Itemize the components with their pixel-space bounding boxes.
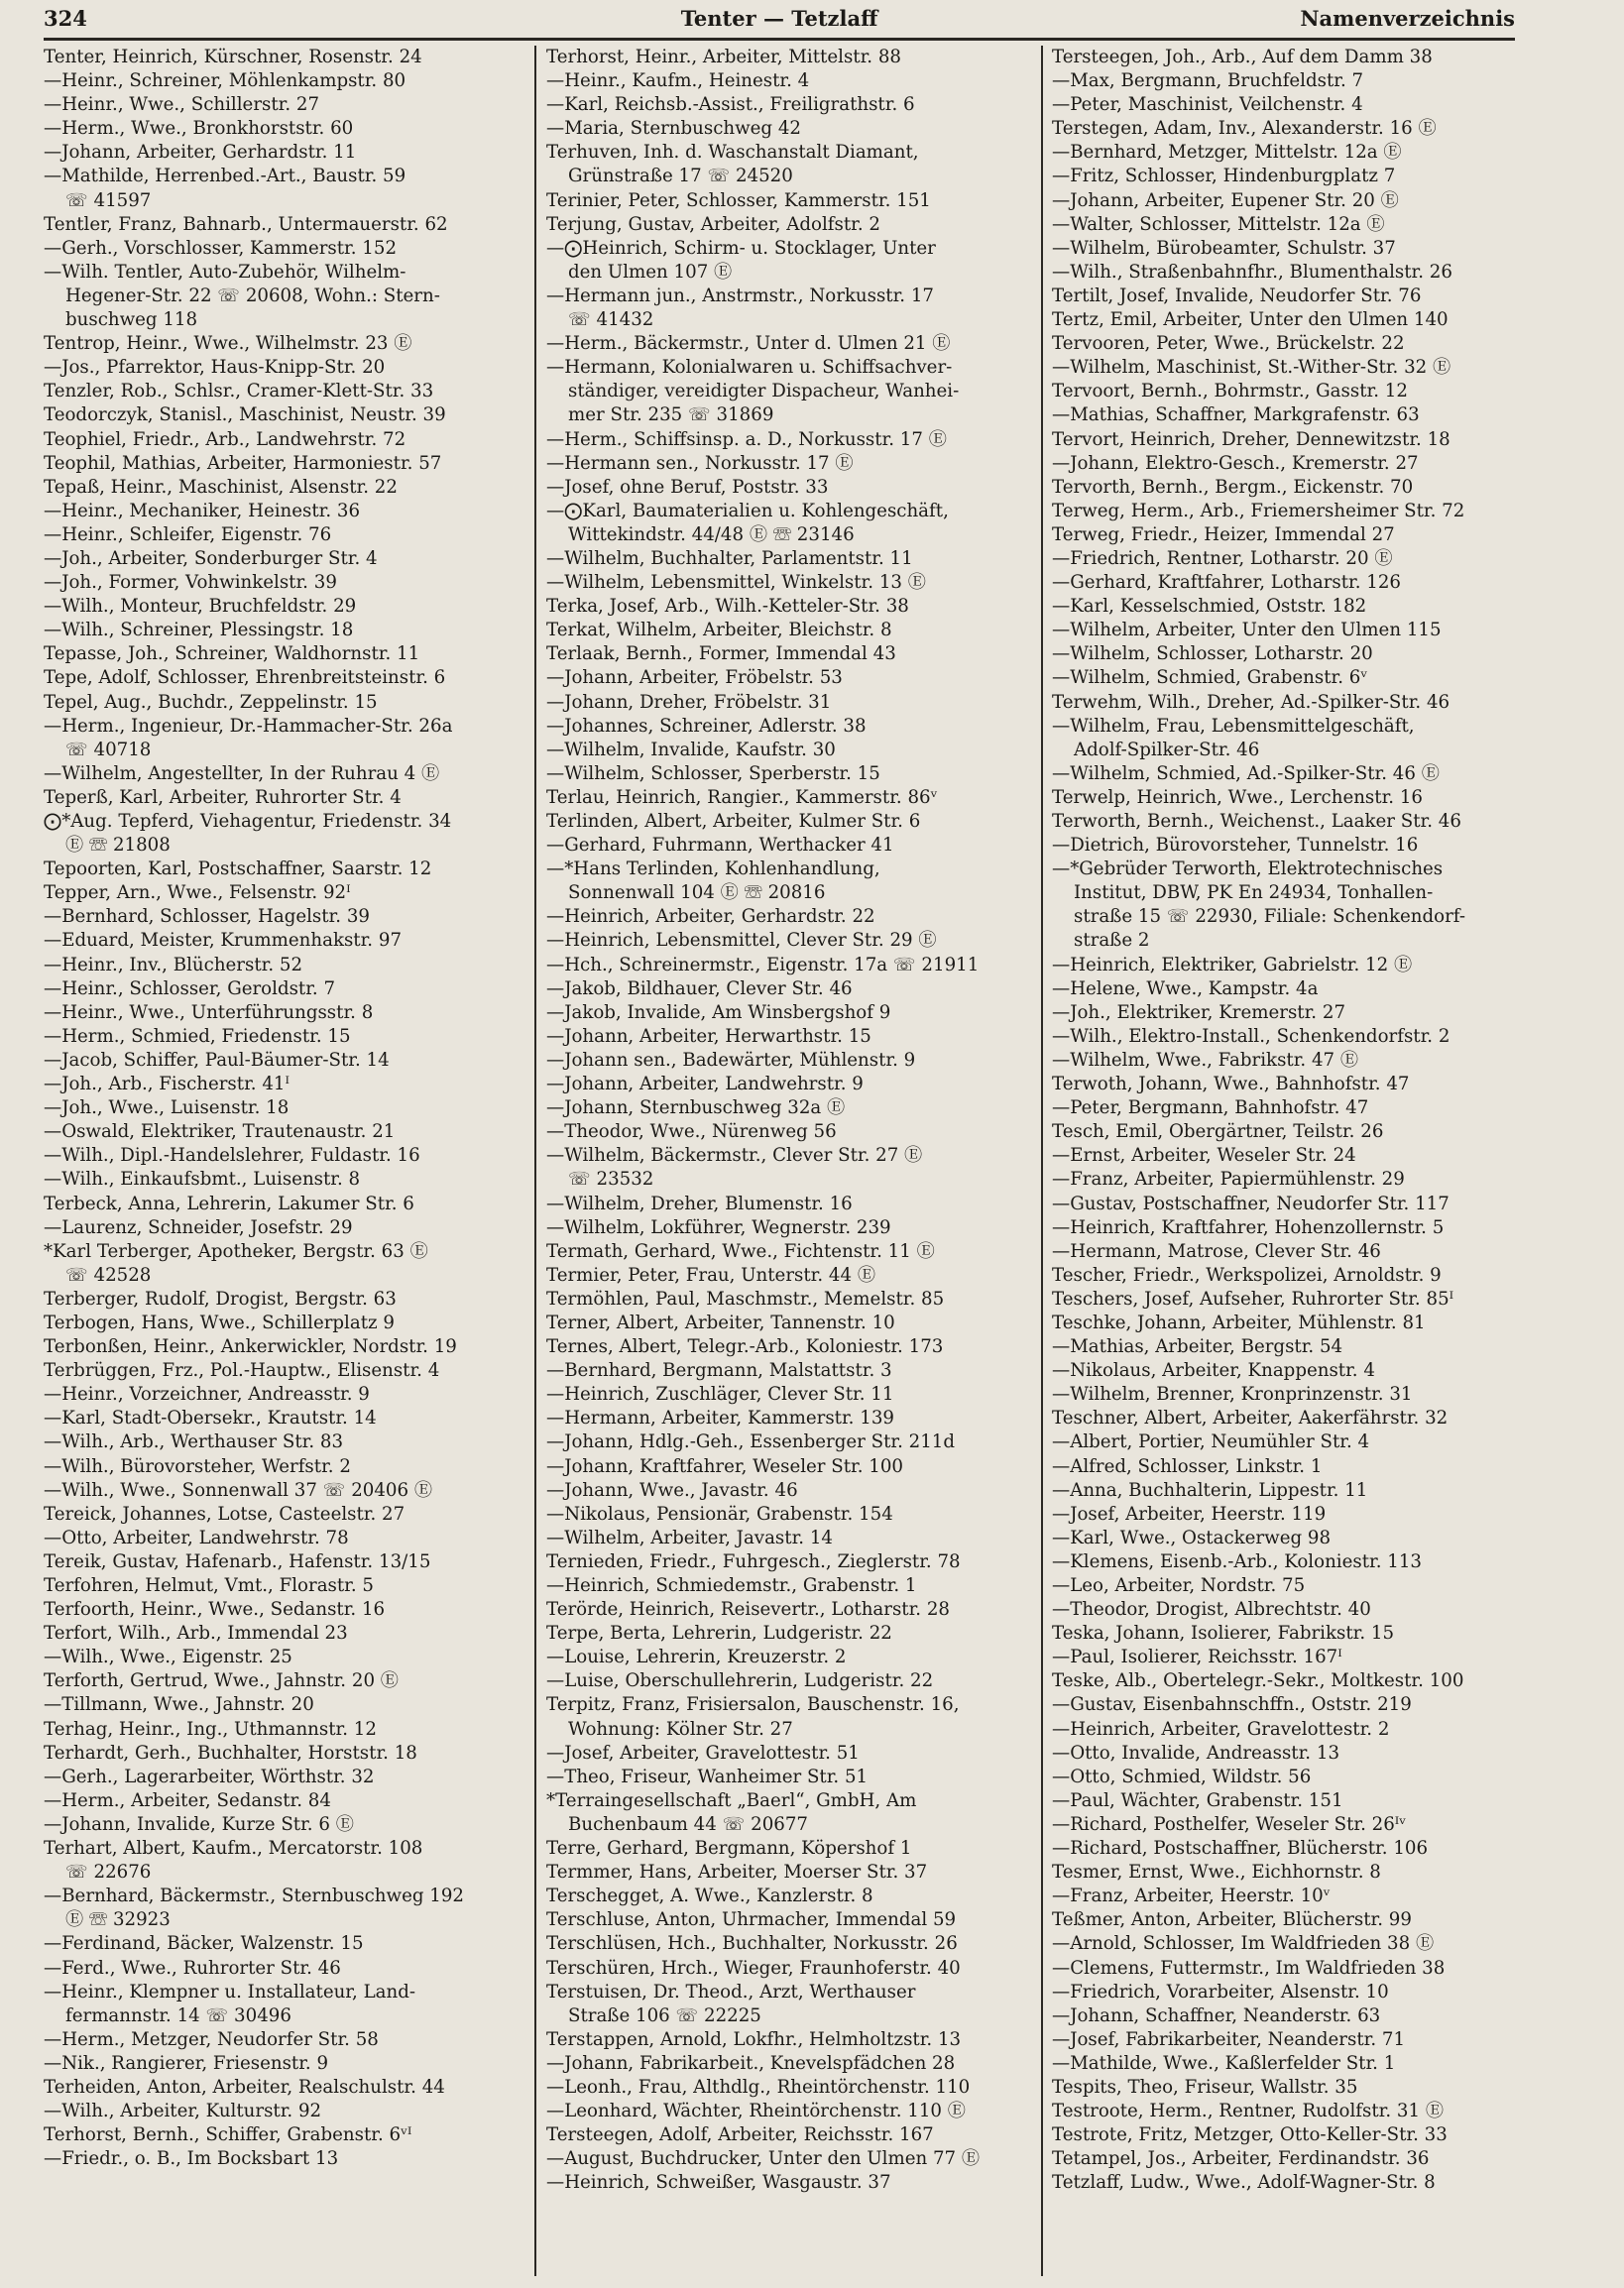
directory-entry: —Heinr., Mechaniker, Heinestr. 36 — [44, 500, 361, 521]
directory-entry: —Otto, Schmied, Wildstr. 56 — [1052, 1766, 1312, 1787]
directory-entry: —Wilhelm, Arbeiter, Javastr. 14 — [546, 1527, 833, 1548]
directory-entry: Termöhlen, Paul, Maschmstr., Memelstr. 85 — [546, 1288, 945, 1310]
directory-entry: Tersteegen, Joh., Arb., Auf dem Damm 38 — [1052, 47, 1433, 67]
directory-entry: —Bernhard, Metzger, Mittelstr. 12a Ⓔ — [1052, 142, 1402, 164]
directory-entry-continuation: ☏ 41597 — [65, 189, 152, 211]
directory-entry-continuation: straße 15 ☏ 22930, Filiale: Schenkendorf- — [1074, 906, 1465, 928]
directory-entry: —Jos., Pfarrektor, Haus-Knipp-Str. 20 — [44, 357, 386, 379]
directory-entry: —Heinr., Kaufm., Heinestr. 4 — [546, 70, 810, 92]
directory-entry: —Laurenz, Schneider, Josefstr. 29 — [44, 1216, 353, 1238]
directory-entry: Terhorst, Bernh., Schiffer, Grabenstr. 6ᵛᴵ — [44, 2124, 412, 2146]
directory-entry: —Jacob, Schiffer, Paul-Bäumer-Str. 14 — [44, 1049, 390, 1071]
directory-entry: —Wilhelm, Brenner, Kronprinzenstr. 31 — [1052, 1384, 1413, 1406]
directory-entry: Terhag, Heinr., Ing., Uthmannstr. 12 — [44, 1718, 377, 1740]
directory-entry: —Heinrich, Kraftfahrer, Hohenzollernstr. 5 — [1052, 1216, 1445, 1238]
directory-entry-continuation: fermannstr. 14 ☏ 30496 — [65, 2004, 291, 2026]
directory-entry: Tespits, Theo, Friseur, Wallstr. 35 — [1052, 2076, 1358, 2098]
directory-entry: —Klemens, Eisenb.-Arb., Koloniestr. 113 — [1052, 1550, 1422, 1572]
directory-entry: —Franz, Arbeiter, Heerstr. 10ᵛ — [1052, 1886, 1331, 1907]
directory-entry: —Johann, Elektro-Gesch., Kremerstr. 27 — [1052, 452, 1419, 474]
directory-entry: —Heinrich, Zuschläger, Clever Str. 11 — [546, 1384, 894, 1406]
directory-entry: Terfohren, Helmut, Vmt., Florastr. 5 — [44, 1575, 375, 1596]
directory-entry: —Johann, Hdlg.-Geh., Essenberger Str. 211d — [546, 1431, 955, 1453]
directory-entry: —*Hans Terlinden, Kohlenhandlung, — [546, 858, 880, 880]
directory-entry: —Mathias, Schaffner, Markgrafenstr. 63 — [1052, 404, 1420, 426]
directory-entry: Terwelp, Heinrich, Wwe., Lerchenstr. 16 — [1052, 786, 1423, 808]
directory-entry: Terka, Josef, Arb., Wilh.-Ketteler-Str. 38 — [546, 596, 909, 618]
directory-entry-continuation: Straße 106 ☏ 22225 — [568, 2004, 761, 2026]
directory-entry: —Johann, Sternbuschweg 32a Ⓔ — [546, 1097, 846, 1119]
directory-entry: —Wilh., Dipl.-Handelslehrer, Fuldastr. 16 — [44, 1145, 420, 1167]
directory-entry: Terstegen, Adam, Inv., Alexanderstr. 16 Ⓔ — [1052, 118, 1437, 140]
directory-entry: Terworth, Bernh., Weichenst., Laaker Str. 46 — [1052, 811, 1461, 832]
directory-entry: —Karl, Reichsb.-Assist., Freiligrathstr. 6 — [546, 94, 915, 116]
directory-entry: —Johann sen., Badewärter, Mühlenstr. 9 — [546, 1049, 916, 1071]
directory-entry: Teophiel, Friedr., Arb., Landwehrstr. 72 — [44, 428, 406, 450]
directory-entry: —Theodor, Wwe., Nürenweg 56 — [546, 1121, 837, 1143]
directory-entry: ⨀*Aug. Tepferd, Viehagentur, Friedenstr. 34 — [44, 811, 452, 832]
directory-entry: Terpe, Berta, Lehrerin, Ludgeristr. 22 — [546, 1623, 892, 1645]
directory-entry: Terörde, Heinrich, Reisevertr., Lotharstr. 28 — [546, 1599, 950, 1621]
directory-entry: —Bernhard, Bäckermstr., Sternbuschweg 192 — [44, 1886, 464, 1907]
directory-entry: Terwehm, Wilh., Dreher, Ad.-Spilker-Str. 46 — [1052, 691, 1450, 713]
directory-entry: Tervorth, Bernh., Bergm., Eickenstr. 70 — [1052, 476, 1414, 498]
directory-entry: Terkat, Wilhelm, Arbeiter, Bleichstr. 8 — [546, 620, 892, 641]
directory-entry: Terlau, Heinrich, Rangier., Kammerstr. 86ᵛ — [546, 786, 938, 808]
directory-entry: Terfort, Wilh., Arb., Immendal 23 — [44, 1623, 348, 1645]
directory-entry: —Anna, Buchhalterin, Lippestr. 11 — [1052, 1479, 1368, 1501]
directory-entry: —Wilhelm, Bürobeamter, Schulstr. 37 — [1052, 237, 1396, 259]
directory-entry: —Karl, Kesselschmied, Oststr. 182 — [1052, 596, 1367, 618]
directory-entry: Tepe, Adolf, Schlosser, Ehrenbreitsteinstr. 6 — [44, 667, 446, 689]
directory-entry: —Ernst, Arbeiter, Weseler Str. 24 — [1052, 1145, 1356, 1167]
directory-entry: —Johann, Wwe., Javastr. 46 — [546, 1479, 798, 1501]
directory-entry: Teska, Johann, Isolierer, Fabrikstr. 15 — [1052, 1623, 1395, 1645]
section-title: Namenverzeichnis — [1300, 6, 1515, 31]
directory-entry: —Tillmann, Wwe., Jahnstr. 20 — [44, 1694, 314, 1716]
directory-entry: Terwoth, Johann, Wwe., Bahnhofstr. 47 — [1052, 1074, 1410, 1095]
directory-entry: Terpitz, Franz, Frisiersalon, Bauschenstr. 16, — [546, 1694, 960, 1716]
directory-entry: Tenter, Heinrich, Kürschner, Rosenstr. 24 — [44, 47, 422, 67]
directory-entry: —Josef, Arbeiter, Heerstr. 119 — [1052, 1503, 1327, 1525]
directory-entry: —Friedr., o. B., Im Bocksbart 13 — [44, 2148, 339, 2170]
directory-entry: —Richard, Posthelfer, Weseler Str. 26ᴵᵛ — [1052, 1813, 1407, 1835]
directory-entry-continuation: buschweg 118 — [65, 309, 198, 331]
page-header — [44, 4, 1515, 41]
directory-entry: —Gerhard, Kraftfahrer, Lotharstr. 126 — [1052, 572, 1401, 594]
directory-entry: —Wilh., Elektro-Install., Schenkendorfstr. 2 — [1052, 1025, 1450, 1047]
directory-entry: Terhorst, Heinr., Arbeiter, Mittelstr. 88 — [546, 47, 901, 67]
directory-entry: —Wilhelm, Buchhalter, Parlamentstr. 11 — [546, 547, 913, 569]
directory-entry: Testroote, Herm., Rentner, Rudolfstr. 31 Ⓔ — [1052, 2101, 1445, 2122]
directory-entry: —Luise, Oberschullehrerin, Ludgeristr. 22 — [546, 1670, 934, 1692]
directory-entry: —Wilh., Monteur, Bruchfeldstr. 29 — [44, 596, 357, 618]
directory-entry: —Johann, Arbeiter, Gerhardstr. 11 — [44, 142, 357, 164]
directory-entry: Terbonßen, Heinr., Ankerwickler, Nordstr. 19 — [44, 1336, 457, 1358]
directory-entry: —Peter, Maschinist, Veilchenstr. 4 — [1052, 94, 1363, 116]
directory-entry: —Herm., Metzger, Neudorfer Str. 58 — [44, 2028, 379, 2050]
directory-entry: Tersteegen, Adolf, Arbeiter, Reichsstr. 167 — [546, 2124, 934, 2146]
directory-entry: —Wilh., Arb., Werthauser Str. 83 — [44, 1431, 344, 1453]
directory-entry: Terbeck, Anna, Lehrerin, Lakumer Str. 6 — [44, 1193, 414, 1214]
running-title: Tenter — Tetzlaff — [680, 6, 878, 31]
directory-entry: —Wilhelm, Lebensmittel, Winkelstr. 13 Ⓔ — [546, 572, 926, 594]
directory-entry: Terweg, Herm., Arb., Friemersheimer Str. 72 — [1052, 500, 1465, 521]
directory-entry: —Heinr., Vorzeichner, Andreasstr. 9 — [44, 1384, 370, 1406]
directory-entry: —Gerhard, Fuhrmann, Werthacker 41 — [546, 835, 894, 857]
directory-entry: —Wilhelm, Dreher, Blumenstr. 16 — [546, 1193, 853, 1214]
directory-entry: —Josef, Fabrikarbeiter, Neanderstr. 71 — [1052, 2028, 1406, 2050]
directory-entry: —Wilhelm, Schmied, Grabenstr. 6ᵛ — [1052, 667, 1368, 689]
directory-entry: —Maria, Sternbuschweg 42 — [546, 118, 801, 140]
directory-entry: —Heinr., Wwe., Unterführungsstr. 8 — [44, 1001, 374, 1023]
directory-entry: Tepaß, Heinr., Maschinist, Alsenstr. 22 — [44, 476, 398, 498]
directory-entry: —Helene, Wwe., Kampstr. 4a — [1052, 977, 1319, 999]
directory-entry: —Oswald, Elektriker, Trautenaustr. 21 — [44, 1121, 396, 1143]
directory-entry: —Johann, Kraftfahrer, Weseler Str. 100 — [546, 1455, 904, 1477]
directory-entry: Termmer, Hans, Arbeiter, Moerser Str. 37 — [546, 1862, 928, 1884]
directory-entry: Terschluse, Anton, Uhrmacher, Immendal 59 — [546, 1909, 957, 1931]
directory-entry: —Wilh. Tentler, Auto-Zubehör, Wilhelm- — [44, 261, 406, 283]
directory-entry: —Herm., Schmied, Friedenstr. 15 — [44, 1025, 351, 1047]
directory-entry: Terre, Gerhard, Bergmann, Köpershof 1 — [546, 1838, 912, 1860]
directory-entry: —Wilhelm, Schlosser, Lotharstr. 20 — [1052, 643, 1373, 665]
directory-entry: Ternes, Albert, Telegr.-Arb., Koloniestr. 173 — [546, 1336, 944, 1358]
directory-entry: —*Gebrüder Terworth, Elektrotechnisches — [1052, 858, 1444, 880]
directory-entry: —Mathilde, Wwe., Kaßlerfelder Str. 1 — [1052, 2052, 1396, 2074]
directory-entry: —Herm., Schiffsinsp. a. D., Norkusstr. 17 Ⓔ — [546, 428, 947, 450]
directory-entry: —Heinrich, Lebensmittel, Clever Str. 29 Ⓔ — [546, 930, 937, 952]
directory-entry: —Wilhelm, Bäckermstr., Clever Str. 27 Ⓔ — [546, 1145, 923, 1167]
directory-entry: Teschke, Johann, Arbeiter, Mühlenstr. 81 — [1052, 1312, 1426, 1333]
directory-entry: —⨀Heinrich, Schirm- u. Stocklager, Unter — [546, 237, 936, 259]
directory-entry: —August, Buchdrucker, Unter den Ulmen 77 Ⓔ — [546, 2148, 981, 2170]
directory-entry: —Ferdinand, Bäcker, Walzenstr. 15 — [44, 1933, 364, 1955]
directory-entry: Tereik, Gustav, Hafenarb., Hafenstr. 13/15 — [44, 1550, 431, 1572]
page-number: 324 — [44, 6, 87, 31]
directory-entry: —Hermann sen., Norkusstr. 17 Ⓔ — [546, 452, 854, 474]
directory-entry: —Hermann jun., Anstrmstr., Norkusstr. 17 — [546, 285, 934, 306]
directory-entry: —Wilhelm, Frau, Lebensmittelgeschäft, — [1052, 715, 1415, 737]
directory-entry: —Mathias, Arbeiter, Bergstr. 54 — [1052, 1336, 1343, 1358]
directory-entry: Tepasse, Joh., Schreiner, Waldhornstr. 11 — [44, 643, 420, 665]
directory-entry: Teschner, Albert, Arbeiter, Aakerfährstr. 32 — [1052, 1408, 1449, 1430]
column-divider — [534, 46, 536, 2276]
directory-entry: —Wilhelm, Angestellter, In der Ruhrau 4 Ⓔ — [44, 762, 440, 784]
directory-entry: —Johann, Arbeiter, Fröbelstr. 53 — [546, 667, 843, 689]
directory-entry: Terjung, Gustav, Arbeiter, Adolfstr. 2 — [546, 213, 880, 235]
directory-entry: Tetzlaff, Ludw., Wwe., Adolf-Wagner-Str. 8 — [1052, 2172, 1436, 2194]
directory-entry-continuation: ☏ 22676 — [65, 1862, 152, 1884]
directory-entry: —Wilh., Bürovorsteher, Werfstr. 2 — [44, 1455, 351, 1477]
directory-entry: —Wilhelm, Wwe., Fabrikstr. 47 Ⓔ — [1052, 1049, 1359, 1071]
directory-entry: —Wilhelm, Arbeiter, Unter den Ulmen 115 — [1052, 620, 1442, 641]
directory-entry: —Walter, Schlosser, Mittelstr. 12a Ⓔ — [1052, 213, 1385, 235]
directory-entry: —Bernhard, Bergmann, Malstattstr. 3 — [546, 1360, 892, 1382]
directory-entry: Tervort, Heinrich, Dreher, Dennewitzstr. 18 — [1052, 428, 1450, 450]
directory-entry: Teodorczyk, Stanisl., Maschinist, Neustr. 39 — [44, 404, 446, 426]
directory-entry: —Gerh., Lagerarbeiter, Wörthstr. 32 — [44, 1766, 375, 1787]
directory-entry: Terhuven, Inh. d. Waschanstalt Diamant, — [546, 142, 919, 164]
directory-entry: *Karl Terberger, Apotheker, Bergstr. 63 Ⓔ — [44, 1240, 428, 1262]
directory-entry: Teperß, Karl, Arbeiter, Ruhrorter Str. 4 — [44, 786, 402, 808]
directory-entry: —Karl, Wwe., Ostackerweg 98 — [1052, 1527, 1332, 1548]
directory-entry: —Richard, Postschaffner, Blücherstr. 106 — [1052, 1838, 1429, 1860]
directory-entry: —Arnold, Schlosser, Im Waldfrieden 38 Ⓔ — [1052, 1933, 1435, 1955]
directory-entry: —Heinr., Wwe., Schillerstr. 27 — [44, 94, 320, 116]
directory-entry-continuation: Institut, DBW, PK En 24934, Tonhallen- — [1074, 882, 1434, 904]
directory-entry: Terschüren, Hrch., Wieger, Fraunhoferstr. 40 — [546, 1957, 961, 1979]
directory-column-2 — [546, 46, 1031, 2276]
directory-entry: —Johann, Arbeiter, Herwarthstr. 15 — [546, 1025, 871, 1047]
directory-entry: —Wilh., Wwe., Eigenstr. 25 — [44, 1647, 292, 1668]
directory-entry: —Leonh., Frau, Althdlg., Rheintörchenstr. 110 — [546, 2076, 971, 2098]
directory-entry-continuation: Wittekindstr. 44/48 Ⓔ ☏ 23146 — [568, 523, 855, 545]
directory-column-1 — [44, 46, 523, 2276]
directory-entry: —Herm., Wwe., Bronkhorststr. 60 — [44, 118, 354, 140]
directory-entry: Terweg, Friedr., Heizer, Immendal 27 — [1052, 523, 1395, 545]
directory-entry: Teschers, Josef, Aufseher, Ruhrorter Str. 85ᴵ — [1052, 1288, 1454, 1310]
directory-entry: —Heinr., Schreiner, Möhlenkampstr. 80 — [44, 70, 406, 92]
directory-entry-continuation: Grünstraße 17 ☏ 24520 — [568, 166, 793, 187]
directory-entry: Tereick, Johannes, Lotse, Casteelstr. 27 — [44, 1503, 406, 1525]
directory-entry: —Leo, Arbeiter, Nordstr. 75 — [1052, 1575, 1306, 1596]
directory-entry: Tesmer, Ernst, Wwe., Eichhornstr. 8 — [1052, 1862, 1381, 1884]
directory-entry-continuation: Ⓔ ☏ 32923 — [65, 1909, 171, 1931]
directory-entry: Terschegget, A. Wwe., Kanzlerstr. 8 — [546, 1886, 873, 1907]
directory-entry: —Wilh., Wwe., Sonnenwall 37 ☏ 20406 Ⓔ — [44, 1479, 433, 1501]
directory-entry: —Joh., Wwe., Luisenstr. 18 — [44, 1097, 290, 1119]
directory-entry: Terberger, Rudolf, Drogist, Bergstr. 63 — [44, 1288, 397, 1310]
directory-entry: —Johann, Dreher, Fröbelstr. 31 — [546, 691, 832, 713]
directory-entry: Termier, Peter, Frau, Unterstr. 44 Ⓔ — [546, 1264, 876, 1286]
directory-entry: Teßmer, Anton, Arbeiter, Blücherstr. 99 — [1052, 1909, 1412, 1931]
directory-entry: —Heinrich, Arbeiter, Gerhardstr. 22 — [546, 906, 875, 928]
directory-entry: —Gustav, Postschaffner, Neudorfer Str. 117 — [1052, 1193, 1450, 1214]
directory-entry: —Gerh., Vorschlosser, Kammerstr. 152 — [44, 237, 398, 259]
directory-entry: —Wilh., Schreiner, Plessingstr. 18 — [44, 620, 354, 641]
directory-entry: —Paul, Isolierer, Reichsstr. 167ᴵ — [1052, 1647, 1342, 1668]
directory-entry: *Terraingesellschaft „Baerl“, GmbH, Am — [546, 1789, 917, 1811]
directory-entry-continuation: Ⓔ ☏ 21808 — [65, 835, 171, 857]
directory-entry: Tepel, Aug., Buchdr., Zeppelinstr. 15 — [44, 691, 378, 713]
directory-entry: Terstuisen, Dr. Theod., Arzt, Werthauser — [546, 1981, 916, 2002]
directory-entry: Teske, Alb., Obertelegr.-Sekr., Moltkestr. 100 — [1052, 1670, 1464, 1692]
directory-entry: —Max, Bergmann, Bruchfeldstr. 7 — [1052, 70, 1364, 92]
directory-entry: Teophil, Mathias, Arbeiter, Harmoniestr. 57 — [44, 452, 442, 474]
directory-entry: Termath, Gerhard, Wwe., Fichtenstr. 11 Ⓔ — [546, 1240, 935, 1262]
directory-entry: Terinier, Peter, Schlosser, Kammerstr. 151 — [546, 189, 931, 211]
directory-entry: Terlaak, Bernh., Former, Immendal 43 — [546, 643, 896, 665]
directory-entry: —Jakob, Invalide, Am Winsbergshof 9 — [546, 1001, 891, 1023]
directory-entry: —Herm., Bäckermstr., Unter d. Ulmen 21 Ⓔ — [546, 333, 951, 355]
directory-entry: —Hermann, Arbeiter, Kammerstr. 139 — [546, 1408, 894, 1430]
directory-entry: Terbrüggen, Frz., Pol.-Hauptw., Elisenstr. 4 — [44, 1360, 440, 1382]
directory-entry: Terheiden, Anton, Arbeiter, Realschulstr. 44 — [44, 2076, 445, 2098]
directory-entry: —Wilh., Einkaufsbmt., Luisenstr. 8 — [44, 1169, 361, 1191]
directory-entry-continuation: Sonnenwall 104 Ⓔ ☏ 20816 — [568, 882, 826, 904]
directory-entry: —Bernhard, Schlosser, Hagelstr. 39 — [44, 906, 370, 928]
directory-entry: —Fritz, Schlosser, Hindenburgplatz 7 — [1052, 166, 1396, 187]
directory-entry: —Nik., Rangierer, Friesenstr. 9 — [44, 2052, 329, 2074]
directory-entry: —Mathilde, Herrenbed.-Art., Baustr. 59 — [44, 166, 406, 187]
directory-entry-continuation: ☏ 41432 — [568, 309, 654, 331]
directory-entry: Tervooren, Peter, Wwe., Brückelstr. 22 — [1052, 333, 1405, 355]
directory-entry: —Herm., Arbeiter, Sedanstr. 84 — [44, 1789, 331, 1811]
directory-entry: —Joh., Arbeiter, Sonderburger Str. 4 — [44, 547, 378, 569]
directory-entry: —Ferd., Wwe., Ruhrorter Str. 46 — [44, 1957, 341, 1979]
directory-entry: —Wilhelm, Maschinist, St.-Wither-Str. 32 Ⓔ — [1052, 357, 1451, 379]
directory-entry-continuation: Adolf-Spilker-Str. 46 — [1074, 739, 1260, 760]
directory-entry: —Joh., Former, Vohwinkelstr. 39 — [44, 572, 337, 594]
directory-entry: Tepper, Arn., Wwe., Felsenstr. 92ᴵ — [44, 882, 351, 904]
directory-entry: —Wilh., Arbeiter, Kulturstr. 92 — [44, 2101, 322, 2122]
directory-entry: —Joh., Elektriker, Kremerstr. 27 — [1052, 1001, 1346, 1023]
directory-entry: —Karl, Stadt-Obersekr., Krautstr. 14 — [44, 1408, 377, 1430]
directory-entry: Terhardt, Gerh., Buchhalter, Horststr. 18 — [44, 1742, 417, 1764]
directory-entry-continuation: mer Str. 235 ☏ 31869 — [568, 404, 774, 426]
directory-entry: —Alfred, Schlosser, Linkstr. 1 — [1052, 1455, 1323, 1477]
directory-entry: Tertilt, Josef, Invalide, Neudorfer Str. 76 — [1052, 285, 1422, 306]
directory-entry: —Otto, Arbeiter, Landwehrstr. 78 — [44, 1527, 349, 1548]
directory-entry: —Heinrich, Elektriker, Gabrielstr. 12 Ⓔ — [1052, 954, 1413, 975]
directory-entry: —Nikolaus, Arbeiter, Knappenstr. 4 — [1052, 1360, 1375, 1382]
directory-entry: —Johann, Arbeiter, Eupener Str. 20 Ⓔ — [1052, 189, 1399, 211]
directory-entry: —Johannes, Schreiner, Adlerstr. 38 — [546, 715, 867, 737]
directory-entry: —Hermann, Matrose, Clever Str. 46 — [1052, 1240, 1381, 1262]
directory-entry-continuation: ☏ 40718 — [65, 739, 152, 760]
directory-entry: Tertz, Emil, Arbeiter, Unter den Ulmen 140 — [1052, 309, 1449, 331]
directory-column-3 — [1052, 46, 1515, 2276]
directory-entry: —Heinr., Schlosser, Geroldstr. 7 — [44, 977, 336, 999]
directory-entry: Terner, Albert, Arbeiter, Tannenstr. 10 — [546, 1312, 895, 1333]
directory-entry: —Wilh., Straßenbahnfhr., Blumenthalstr. 26 — [1052, 261, 1452, 283]
directory-entry: Tenzler, Rob., Schlsr., Cramer-Klett-Str. 33 — [44, 381, 434, 402]
directory-entry: Tervoort, Bernh., Bohrmstr., Gasstr. 12 — [1052, 381, 1408, 402]
directory-entry: —Louise, Lehrerin, Kreuzerstr. 2 — [546, 1647, 847, 1668]
directory-entry-continuation: den Ulmen 107 Ⓔ — [568, 261, 733, 283]
directory-entry: —Wilhelm, Schmied, Ad.-Spilker-Str. 46 Ⓔ — [1052, 762, 1440, 784]
directory-entry: —Heinr., Schleifer, Eigenstr. 76 — [44, 523, 332, 545]
column-divider — [1041, 46, 1043, 2276]
directory-entry: —Herm., Ingenieur, Dr.-Hammacher-Str. 26a — [44, 715, 453, 737]
directory-entry: —Heinrich, Schweißer, Wasgaustr. 37 — [546, 2172, 891, 2194]
directory-entry: —Heinr., Inv., Blücherstr. 52 — [44, 954, 303, 975]
directory-entry: —Otto, Invalide, Andreasstr. 13 — [1052, 1742, 1340, 1764]
directory-entry: —⨀Karl, Baumaterialien u. Kohlengeschäft, — [546, 500, 949, 521]
directory-entry: —Clemens, Futtermstr., Im Waldfrieden 38 — [1052, 1957, 1446, 1979]
directory-entry: —Jakob, Bildhauer, Clever Str. 46 — [546, 977, 853, 999]
directory-entry-continuation: straße 2 — [1074, 930, 1150, 952]
directory-entry: Tesch, Emil, Obergärtner, Teilstr. 26 — [1052, 1121, 1384, 1143]
directory-entry: —Wilhelm, Invalide, Kaufstr. 30 — [546, 739, 836, 760]
directory-entry: —Franz, Arbeiter, Papiermühlenstr. 29 — [1052, 1169, 1405, 1191]
directory-entry: —Friedrich, Vorarbeiter, Alsenstr. 10 — [1052, 1981, 1389, 2002]
directory-entry: —Heinrich, Schmiedemstr., Grabenstr. 1 — [546, 1575, 917, 1596]
directory-entry: Tescher, Friedr., Werkspolizei, Arnoldstr. 9 — [1052, 1264, 1442, 1286]
directory-entry: —Johann, Arbeiter, Landwehrstr. 9 — [546, 1074, 864, 1095]
directory-entry-continuation: Wohnung: Kölner Str. 27 — [568, 1718, 793, 1740]
directory-entry: —Gustav, Eisenbahnschffn., Oststr. 219 — [1052, 1694, 1412, 1716]
directory-entry: —Heinrich, Arbeiter, Gravelottestr. 2 — [1052, 1718, 1390, 1740]
directory-entry: Tetampel, Jos., Arbeiter, Ferdinandstr. 36 — [1052, 2148, 1430, 2170]
directory-entry: Terfoorth, Heinr., Wwe., Sedanstr. 16 — [44, 1599, 386, 1621]
directory-entry: —Heinr., Klempner u. Installateur, Land- — [44, 1981, 415, 2002]
directory-entry: Tentler, Franz, Bahnarb., Untermauerstr. 62 — [44, 213, 448, 235]
directory-entry: —Theo, Friseur, Wanheimer Str. 51 — [546, 1766, 869, 1787]
directory-entry: Tepoorten, Karl, Postschaffner, Saarstr. 12 — [44, 858, 432, 880]
directory-entry: —Hch., Schreinermstr., Eigenstr. 17a ☏ 21911 — [546, 954, 980, 975]
directory-entry-continuation: ☏ 23532 — [568, 1169, 654, 1191]
directory-entry: —Johann, Fabrikarbeit., Knevelspfädchen 28 — [546, 2052, 956, 2074]
directory-entry: —Johann, Schaffner, Neanderstr. 63 — [1052, 2004, 1381, 2026]
directory-entry: —Josef, Arbeiter, Gravelottestr. 51 — [546, 1742, 860, 1764]
directory-entry-continuation: ständiger, vereidigter Dispacheur, Wanhei- — [568, 381, 960, 402]
directory-entry: —Peter, Bergmann, Bahnhofstr. 47 — [1052, 1097, 1369, 1119]
directory-entry: Tentrop, Heinr., Wwe., Wilhelmstr. 23 Ⓔ — [44, 333, 412, 355]
directory-entry: —Nikolaus, Pensionär, Grabenstr. 154 — [546, 1503, 893, 1525]
directory-entry: Terlinden, Albert, Arbeiter, Kulmer Str. 6 — [546, 811, 921, 832]
directory-entry: —Theodor, Drogist, Albrechtstr. 40 — [1052, 1599, 1371, 1621]
directory-entry: Ternieden, Friedr., Fuhrgesch., Zieglerstr. 78 — [546, 1550, 961, 1572]
directory-entry: Terstappen, Arnold, Lokfhr., Helmholtzstr. 13 — [546, 2028, 962, 2050]
directory-entry: —Eduard, Meister, Krummenhakstr. 97 — [44, 930, 403, 952]
directory-entry: —Friedrich, Rentner, Lotharstr. 20 Ⓔ — [1052, 547, 1393, 569]
directory-entry: —Leonhard, Wächter, Rheintörchenstr. 110 Ⓔ — [546, 2101, 966, 2122]
directory-entry: Testrote, Fritz, Metzger, Otto-Keller-Str. 33 — [1052, 2124, 1448, 2146]
directory-entry-continuation: Buchenbaum 44 ☏ 20677 — [568, 1813, 808, 1835]
directory-entry: —Paul, Wächter, Grabenstr. 151 — [1052, 1789, 1343, 1811]
directory-entry: —Wilhelm, Schlosser, Sperberstr. 15 — [546, 762, 880, 784]
directory-entry: Terforth, Gertrud, Wwe., Jahnstr. 20 Ⓔ — [44, 1670, 399, 1692]
directory-entry: Terschlüsen, Hch., Buchhalter, Norkusstr. 26 — [546, 1933, 958, 1955]
directory-entry-continuation: ☏ 42528 — [65, 1264, 152, 1286]
directory-entry: —Dietrich, Bürovorsteher, Tunnelstr. 16 — [1052, 835, 1419, 857]
directory-entry: —Johann, Invalide, Kurze Str. 6 Ⓔ — [44, 1813, 354, 1835]
directory-entry: Terbogen, Hans, Wwe., Schillerplatz 9 — [44, 1312, 395, 1333]
directory-entry: —Josef, ohne Beruf, Poststr. 33 — [546, 476, 829, 498]
directory-entry: —Wilhelm, Lokführer, Wegnerstr. 239 — [546, 1216, 891, 1238]
directory-entry: —Hermann, Kolonialwaren u. Schiffsachver- — [546, 357, 953, 379]
directory-entry: —Albert, Portier, Neumühler Str. 4 — [1052, 1431, 1370, 1453]
directory-entry-continuation: Hegener-Str. 22 ☏ 20608, Wohn.: Stern- — [65, 285, 440, 306]
directory-entry: —Joh., Arb., Fischerstr. 41ᴵ — [44, 1074, 290, 1095]
directory-entry: Terhart, Albert, Kaufm., Mercatorstr. 108 — [44, 1838, 423, 1860]
